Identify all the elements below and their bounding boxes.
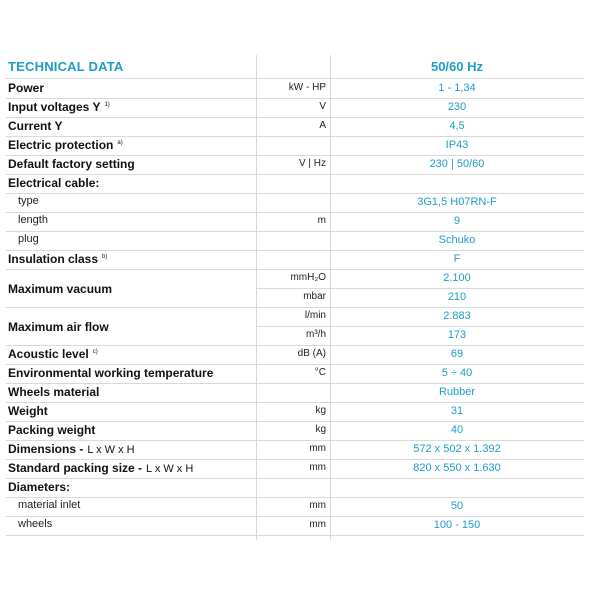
spec-label-text: Insulation class (8, 252, 99, 266)
spec-label: plug (18, 233, 39, 245)
spec-unit: dB (A) (297, 348, 326, 359)
spec-row-cable-type (6, 193, 584, 212)
frequency-header: 50/60 Hz (430, 59, 484, 74)
spec-row-wheels-material (6, 383, 584, 402)
spec-value: 69 (450, 348, 464, 360)
spec-label: Wheels material (8, 385, 100, 399)
spec-label: Current Y (8, 119, 63, 133)
spec-value: 50 (450, 500, 464, 512)
spec-label-text: Acoustic level (8, 347, 89, 361)
spec-label: Power (8, 81, 45, 95)
footnote-marker: c) (92, 349, 98, 355)
spec-row-vacuum-mbar (6, 288, 584, 307)
spec-row-airflow-m3h (6, 326, 584, 345)
footnote-marker: a) (117, 140, 123, 146)
spec-label-text: Input voltages Y (8, 100, 101, 114)
spec-unit: mbar (303, 291, 326, 302)
spec-value: Rubber (438, 386, 476, 398)
spec-unit: l/min (304, 310, 326, 321)
spec-label: Default factory setting (8, 157, 135, 171)
spec-row-vacuum-mmh2o (6, 269, 584, 288)
spec-value: F (453, 253, 461, 265)
spec-value: 173 (447, 329, 467, 341)
spec-row-cable-plug (6, 231, 584, 250)
spec-value: 820 x 550 x 1.630 (413, 462, 501, 474)
spec-unit: m (317, 215, 326, 226)
spec-unit: kW - HP (288, 82, 326, 93)
dims-format: L x W x H (146, 463, 194, 475)
spec-label (8, 442, 135, 456)
spec-value: 4,5 (449, 120, 465, 132)
spec-value: 210 (447, 291, 467, 303)
spec-label: length (18, 214, 48, 226)
spec-value: 40 (450, 424, 464, 436)
spec-section-label: Electrical cable: (8, 176, 100, 190)
spec-row-electrical-cable (6, 174, 584, 193)
spec-label: Environmental working temperature (8, 366, 214, 380)
spec-label (8, 347, 98, 361)
spec-label: type (18, 195, 39, 207)
spec-value: 572 x 502 x 1.392 (413, 443, 501, 455)
spec-label: Packing weight (8, 423, 96, 437)
footnote-marker: 1) (104, 102, 110, 108)
spec-row-electric-protection (6, 136, 584, 155)
spec-label (8, 252, 107, 266)
spec-label-text: Dimensions - (8, 442, 84, 456)
spec-label-max-vacuum: Maximum vacuum (8, 282, 113, 296)
spec-row-weight (6, 402, 584, 421)
spec-value: 2.100 (443, 272, 471, 284)
spec-row-current (6, 117, 584, 136)
spec-label: wheels (18, 518, 53, 530)
spec-row-input-voltages (6, 98, 584, 117)
spec-value: 230 (447, 101, 467, 113)
table-title: TECHNICAL DATA (8, 59, 124, 74)
spec-value: 3G1,5 H07RN-F (417, 196, 497, 208)
spec-value: 1 - 1,34 (438, 82, 476, 94)
spec-value: 100 - 150 (433, 519, 481, 531)
spec-row-env-temp (6, 364, 584, 383)
spec-unit: kg (315, 424, 326, 435)
spec-unit: mm (309, 462, 326, 473)
spec-unit: V | Hz (298, 158, 326, 169)
spec-row-insulation (6, 250, 584, 269)
spec-unit: kg (315, 405, 326, 416)
spec-unit: mm (309, 519, 326, 530)
dims-format: L x W x H (87, 444, 135, 456)
spec-row-cable-length (6, 212, 584, 231)
table-header (0, 55, 600, 77)
spec-value: Schuko (438, 234, 476, 246)
spec-label: material inlet (18, 499, 81, 511)
spec-value: 2.883 (443, 310, 471, 322)
spec-label-text: Standard packing size - (8, 461, 143, 475)
row-divider (6, 535, 584, 536)
spec-value: 9 (453, 215, 461, 227)
spec-row-wheels-diameter (6, 516, 584, 535)
spec-label-max-airflow: Maximum air flow (8, 320, 109, 334)
spec-row-diameters (6, 478, 584, 497)
spec-value: 5 ÷ 40 (441, 367, 473, 379)
spec-value: IP43 (445, 139, 469, 151)
spec-row-packing-size (6, 459, 584, 478)
spec-label-text: Electric protection (8, 138, 114, 152)
spec-unit: A (319, 120, 326, 131)
spec-row-material-inlet (6, 497, 584, 516)
spec-label: Weight (8, 404, 48, 418)
spec-unit: m³/h (306, 329, 326, 340)
spec-unit: mm (309, 443, 326, 454)
spec-value: 230 | 50/60 (429, 158, 485, 170)
spec-row-dimensions (6, 440, 584, 459)
spec-section-label: Diameters: (8, 480, 71, 494)
spec-unit: °C (314, 367, 326, 378)
spec-row-acoustic (6, 345, 584, 364)
spec-row-power (6, 79, 584, 98)
spec-row-airflow-lmin (6, 307, 584, 326)
spec-unit: mm (309, 500, 326, 511)
spec-row-packing-weight (6, 421, 584, 440)
spec-unit: mmH₂O (290, 272, 326, 283)
spec-unit: V (319, 101, 326, 112)
spec-label (8, 461, 193, 475)
spec-label (8, 100, 110, 114)
spec-value: 31 (450, 405, 464, 417)
footnote-marker: b) (102, 254, 108, 260)
spec-label (8, 138, 123, 152)
spec-row-factory-setting (6, 155, 584, 174)
